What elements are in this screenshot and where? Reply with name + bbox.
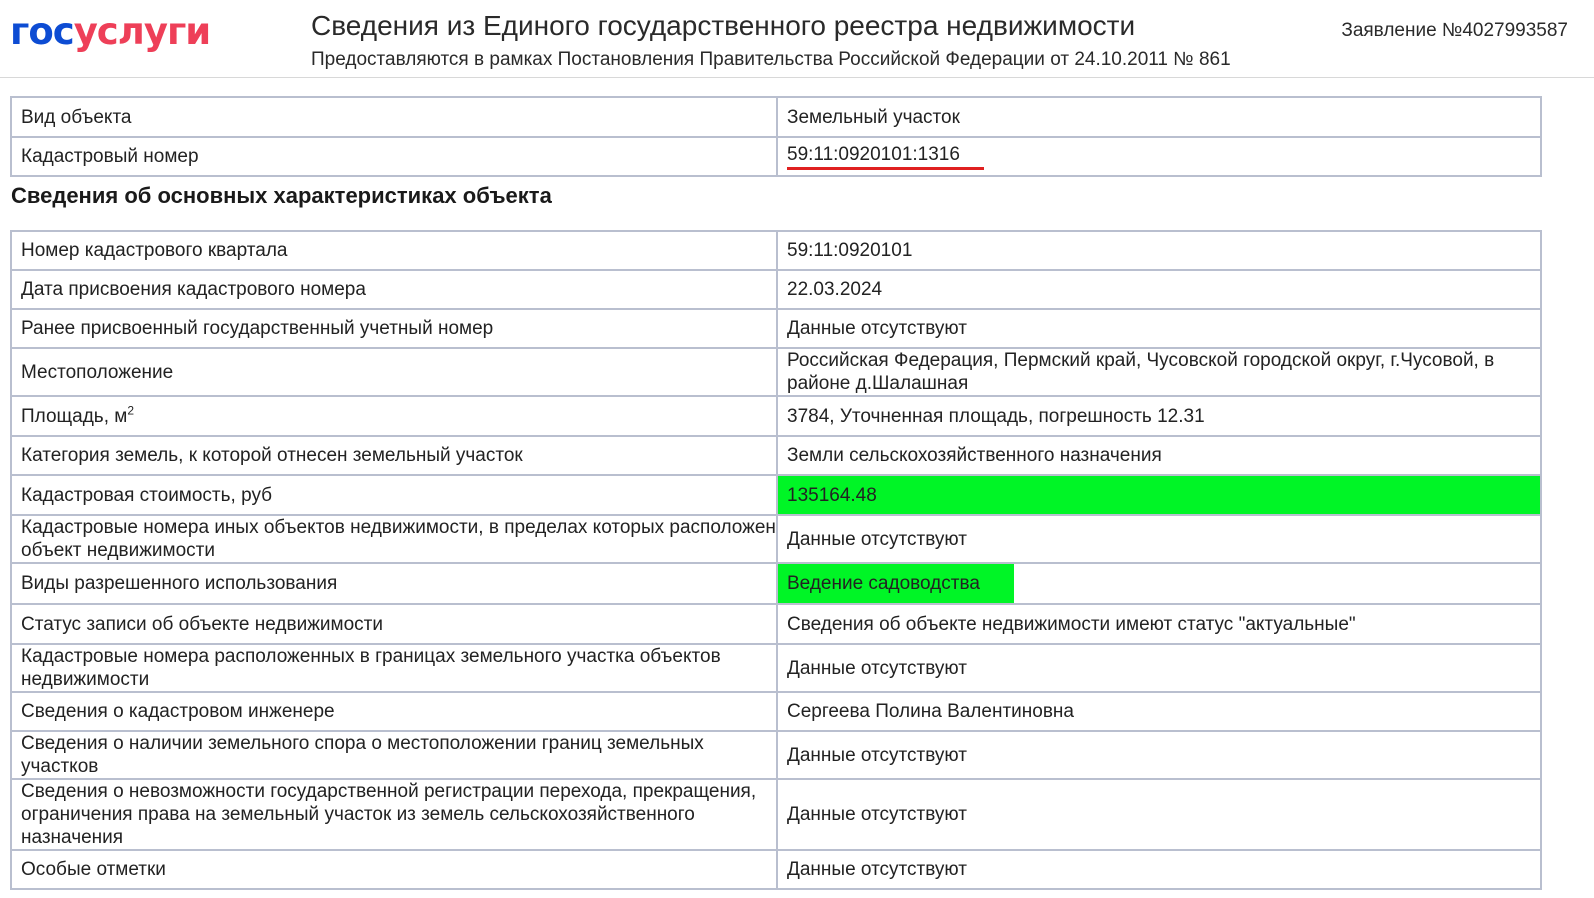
table-row (11, 348, 1541, 396)
table-row (11, 563, 1541, 604)
section-title: Сведения об основных характеристиках объекта (11, 183, 552, 208)
cadastral-number-value: 59:11:0920101:1316 (787, 143, 984, 170)
row-value: Данные отсутствуют (777, 779, 1541, 850)
table-row (11, 515, 1541, 563)
row-value: Данные отсутствуют (777, 850, 1541, 889)
row-label: Кадастровая стоимость, руб (11, 475, 777, 515)
row-label: Площадь, м (21, 405, 128, 427)
row-value: 22.03.2024 (777, 270, 1541, 309)
table-row (11, 692, 1541, 731)
cadastral-number-label: Кадастровый номер (11, 137, 777, 176)
table-row (11, 436, 1541, 475)
table-row (11, 137, 1541, 176)
cadastral-value-highlighted: 135164.48 (777, 475, 1541, 515)
row-label: Сведения о невозможности государственной регистрации перехода, прекращения, ограничения права на земельный участок из земель сельскохозяйственного назначения (11, 779, 777, 850)
row-value: Данные отсутствуют (777, 644, 1541, 692)
table-row (11, 779, 1541, 850)
row-label: Номер кадастрового квартала (11, 231, 777, 270)
document-subtitle: Предоставляются в рамках Постановления Правительства Российской Федерации от 24.10.2011 № 861 (311, 49, 1231, 70)
row-label: Дата присвоения кадастрового номера (11, 270, 777, 309)
row-label: Кадастровые номера расположенных в границах земельного участка объектов недвижимости (11, 644, 777, 692)
row-label: Сведения о наличии земельного спора о местоположении границ земельных участков (11, 731, 777, 779)
area-label-cell (11, 396, 777, 436)
row-label: Кадастровые номера иных объектов недвижимости, в пределах которых расположен объект недвижимости (11, 515, 777, 563)
object-type-label: Вид объекта (11, 97, 777, 137)
page-header (0, 0, 1594, 78)
table-row (11, 396, 1541, 436)
row-value: Земли сельскохозяйственного назначения (777, 436, 1541, 475)
document-title: Сведения из Единого государственного реестра недвижимости (311, 10, 1136, 41)
table-row (11, 644, 1541, 692)
row-value: Данные отсутствуют (777, 731, 1541, 779)
table-row (11, 475, 1541, 515)
cadastral-number-cell (777, 137, 1541, 176)
row-value: Российская Федерация, Пермский край, Чусовской городской округ, г.Чусовой, в районе д.Шалашная (777, 348, 1541, 396)
logo-part-gos: гос (10, 10, 74, 53)
row-value: 3784, Уточненная площадь, погрешность 12.31 (777, 396, 1541, 436)
row-value: 59:11:0920101 (777, 231, 1541, 270)
table-row (11, 97, 1541, 137)
row-label: Особые отметки (11, 850, 777, 889)
gosuslugi-logo[interactable] (10, 10, 210, 54)
table-row (11, 309, 1541, 348)
row-label: Ранее присвоенный государственный учетный номер (11, 309, 777, 348)
object-type-value: Земельный участок (777, 97, 1541, 137)
row-label: Категория земель, к которой отнесен земельный участок (11, 436, 777, 475)
table-row (11, 231, 1541, 270)
logo-part-uslugi: услуги (73, 10, 211, 53)
object-table (10, 96, 1542, 177)
row-label: Виды разрешенного использования (11, 563, 777, 604)
table-row (11, 731, 1541, 779)
table-row (11, 604, 1541, 644)
row-value: Данные отсутствуют (777, 309, 1541, 348)
table-row (11, 850, 1541, 889)
row-label: Местоположение (11, 348, 777, 396)
table-row (11, 270, 1541, 309)
row-label: Сведения о кадастровом инженере (11, 692, 777, 731)
permitted-use-highlighted: Ведение садоводства (778, 564, 1014, 603)
unit-superscript: 2 (127, 403, 135, 418)
permitted-use-cell (777, 563, 1541, 604)
characteristics-table (10, 230, 1542, 890)
row-label: Статус записи об объекте недвижимости (11, 604, 777, 644)
row-value: Сведения об объекте недвижимости имеют статус "актуальные" (777, 604, 1541, 644)
row-value: Данные отсутствуют (777, 515, 1541, 563)
application-number: Заявление №4027993587 (1341, 20, 1568, 41)
row-value: Сергеева Полина Валентиновна (777, 692, 1541, 731)
